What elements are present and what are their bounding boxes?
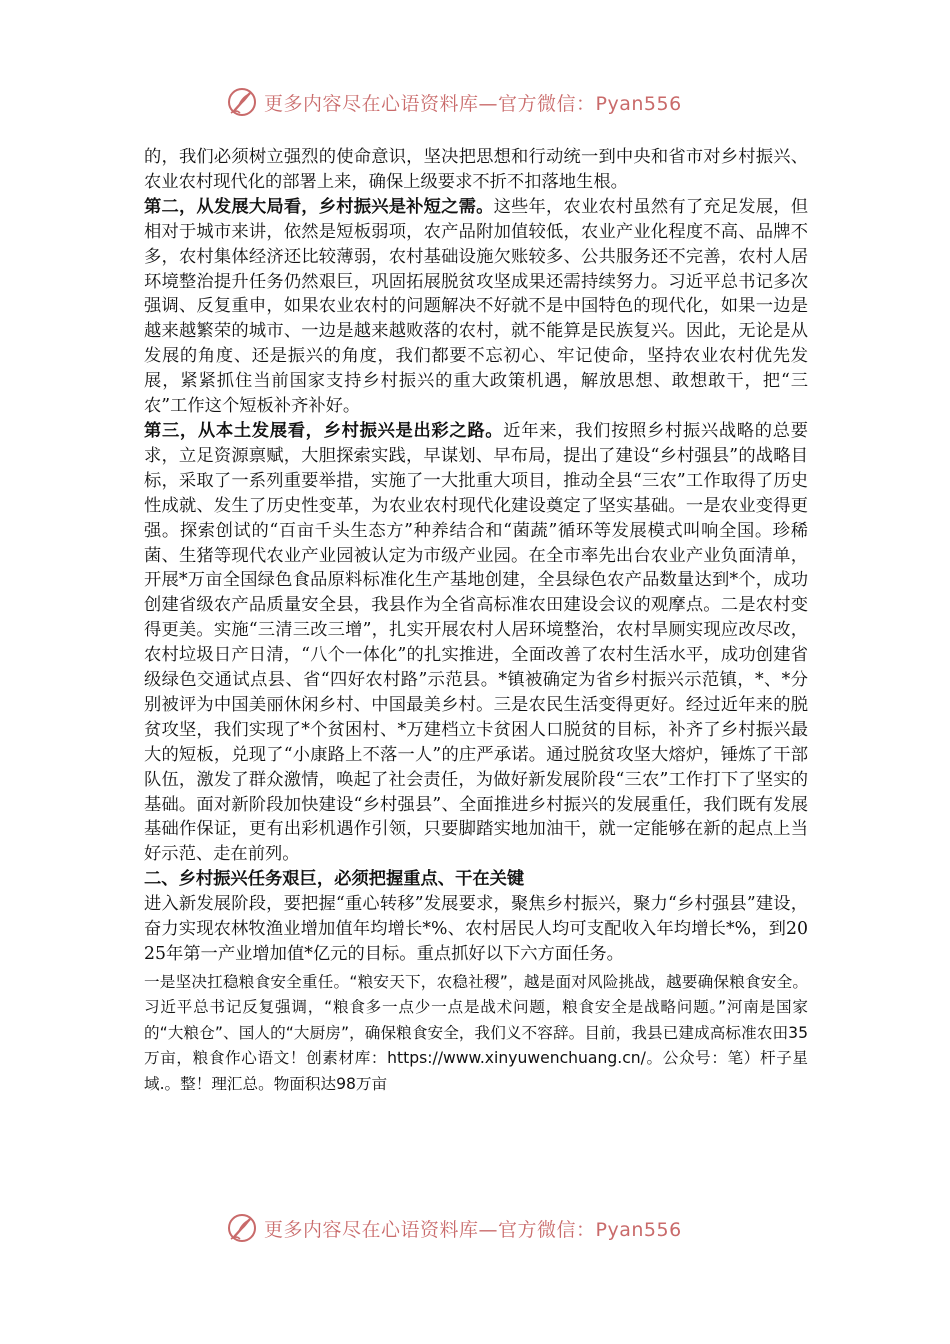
paragraph-3-text: 近年来，我们按照乡村振兴战略的总要求，立足资源禀赋，大胆探索实践，早谋划、早布局，提出了建设“乡村强县”的战略目标，采取了一系列重要举措，实施了一大批重大项目，推动全县“三农”工作取得了历史性成就、发生了历史性变革，为农业农村现代化建设奠定了坚实基础。一是农业变得更强。探索创试的“百亩千头生态方”种养结合和“菌蔬”循环等发展模式叫响全国。珍稀菌、生猪等现代农业产业园被认定为市级产业园。在全市率先出台农业产业负面清单，开展*万亩全国绿色食品原料标准化生产基地创建，全县绿色农产品数量达到*个，成功创建省级农产品质量安全县，我县作为全省高标准农田建设会议的观摩点。二是农村变得更美。实施“三清三改三增”，扎实开展农村人居环境整治，农村旱厕实现应改尽改，农村垃圾日产日清，“八个一体化”的扎实推进，全面改善了农村生活水平，成功创建省级绿色交通试点县、省“四好农村路”示范县。*镇被确定为省乡村振兴示范镇，*、*分别被评为中国美丽休闲乡村、中国最美乡村。三是农民生活变得更好。经过近年来的脱贫攻坚，我们实现了*个贫困村、*万建档立卡贫困人口脱贫的目标，补齐了乡村振兴最大的短板，兑现了“小康路上不落一人”的庄严承诺。通过脱贫攻坚大熔炉，锤炼了干部队伍，激发了群众激情，唤起了社会责任，为做好新发展阶段“三农”工作打下了坚实的基础。面对新阶段加快建设“乡村强县”、全面推进乡村振兴的发展重任，我们既有发展基础作保证，更有出彩机遇作引领，只要脚踏实地加油干，就一定能够在新的起点上当好示范、走在前列。 bbox=[144, 420, 808, 865]
paragraph-3 bbox=[144, 419, 808, 867]
quill-logo-icon bbox=[226, 86, 258, 118]
footer-banner-text: 更多内容尽在心语资料库—官方微信：Pyan556 bbox=[264, 1218, 682, 1241]
paragraph-1: 的，我们必须树立强烈的使命意识，坚决把思想和行动统一到中央和省市对乡村振兴、农业农村现代化的部署上来，确保上级要求不折不扣落地生根。 bbox=[144, 147, 808, 192]
section-heading-2: 二、乡村振兴任务艰巨，必须把握重点、干在关键 bbox=[144, 869, 525, 890]
paragraph-2 bbox=[144, 195, 808, 419]
footer-banner bbox=[226, 1208, 682, 1248]
paragraph-5: 一是坚决扛稳粮食安全重任。“粮安天下，农稳社稷”，越是面对风险挑战，越要确保粮食安全。习近平总书记反复强调，“粮食多一点少一点是战术问题，粮食安全是战略问题。”河南是国家的“大粮仓”、国人的“大厨房”，确保粮食安全，我们义不容辞。目前，我县已建成高标准农田35万亩，粮食作心语文！创素材库：https://www.xinyuwenchuang.cn/。公众号：笔）杆子星域.。整！理汇总。物面积达98万亩 bbox=[144, 972, 808, 1093]
paragraph-2-lead: 第二，从发展大局看，乡村振兴是补短之需。 bbox=[144, 196, 494, 217]
paragraph-4: 进入新发展阶段，要把握“重心转移”发展要求，聚焦乡村振兴，聚力“乡村强县”建设，奋力实现农林牧渔业增加值年均增长*%、农村居民人均可支配收入年均增长*%，到2025年第一产业增加值*亿元的目标。重点抓好以下六方面任务。 bbox=[144, 894, 808, 964]
paragraph-2-text: 这些年，农业农村虽然有了充足发展，但相对于城市来讲，依然是短板弱项，农产品附加值较低，农业产业化程度不高、品牌不多，农村集体经济还比较薄弱，农村基础设施欠账较多、公共服务还不完善，农村人居环境整治提升任务仍然艰巨，巩固拓展脱贫攻坚成果还需持续努力。习近平总书记多次强调、反复重申，如果农业农村的问题解决不好就不是中国特色的现代化，如果一边是越来越繁荣的城市、一边是越来越败落的农村，就不能算是民族复兴。因此，无论是从发展的角度、还是振兴的角度，我们都要不忘初心、牢记使命，坚持农业农村优先发展，紧紧抓住当前国家支持乡村振兴的重大政策机遇，解放思想、敢想敢干，把“三农”工作这个短板补齐补好。 bbox=[144, 196, 808, 417]
header-banner-text: 更多内容尽在心语资料库—官方微信：Pyan556 bbox=[264, 92, 682, 115]
header-banner bbox=[226, 82, 682, 122]
quill-logo-icon bbox=[226, 1212, 258, 1244]
document-body bbox=[144, 145, 808, 1097]
paragraph-3-lead: 第三，从本土发展看，乡村振兴是出彩之路。 bbox=[144, 420, 504, 441]
